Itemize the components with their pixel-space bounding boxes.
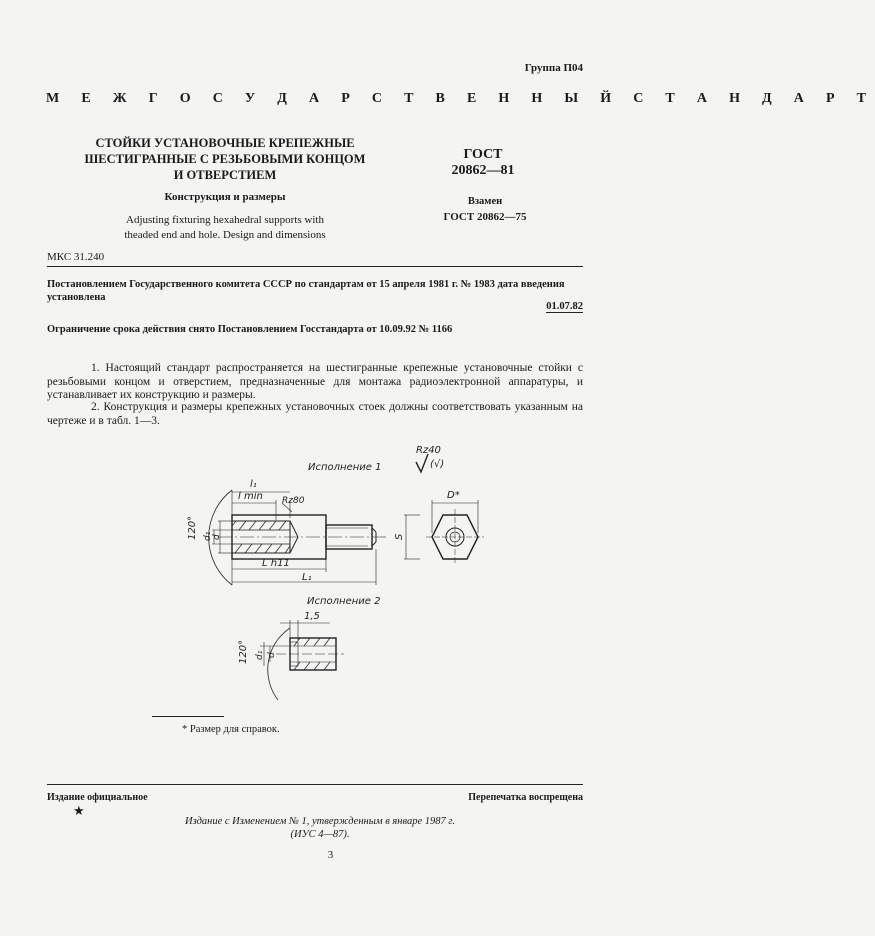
- group-code: Группа П04: [524, 62, 583, 74]
- amendment-note: [120, 815, 520, 841]
- footer-divider: [47, 784, 583, 785]
- version2-label: Исполнение 2: [307, 596, 381, 607]
- footnote: * Размер для справок.: [182, 724, 280, 735]
- edition-label: Издание официальное: [47, 792, 148, 803]
- dim-Dstar: D*: [447, 490, 460, 501]
- paragraph-1: 1. Настоящий стандарт распространяется на шестигранные крепежные установочные стойки с резьбовыми концом и отверстием, предназначенные для монтажа радиоэлектронной аппаратуры, и устанавливает их конструкцию и размеры.: [47, 362, 583, 401]
- dim-1-5: 1,5: [304, 611, 320, 622]
- replaces-label: Взамен: [467, 196, 503, 207]
- dim-L1: L₁: [302, 572, 312, 583]
- title-line-2: ШЕСТИГРАННЫЕ С РЕЗЬБОВЫМИ КОНЦОМ: [84, 152, 366, 166]
- dim-l1: l₁: [250, 479, 257, 490]
- dim-S: S: [394, 533, 405, 540]
- gost-label: ГОСТ: [463, 147, 503, 162]
- roughness-check-icon: [416, 454, 428, 472]
- dim-d1-2: d₁: [255, 650, 265, 660]
- dim-lmin: l min: [238, 491, 263, 502]
- star-icon: ★: [73, 803, 85, 818]
- angle-label: 120°: [187, 515, 198, 540]
- intro-date: 01.07.82: [546, 301, 583, 312]
- version1-label: Исполнение 1: [308, 462, 382, 473]
- reprint-notice: Перепечатка воспрещена: [468, 792, 583, 803]
- mks-code: МКС 31.240: [47, 251, 105, 263]
- amendment-line-2: (ИУС 4—87).: [290, 829, 350, 840]
- dim-d: d: [212, 534, 222, 540]
- amendment-line-1: Издание с Изменением № 1, утвержденным в январе 1987 г.: [185, 816, 455, 827]
- roughness-paren: (√): [430, 459, 445, 470]
- english-title-line-2: theaded end and hole. Design and dimensions: [124, 229, 326, 241]
- footnote-divider: [152, 716, 224, 717]
- limit-removed-text: Ограничение срока действия снято Постановлением Госстандарта от 10.09.92 № 1166: [47, 324, 453, 335]
- interstate-standard-heading: М Е Ж Г О С У Д А Р С Т В Е Н Н Ы Й С Т А Н Д А Р Т: [46, 91, 875, 106]
- rz80-label: Rz80: [282, 496, 305, 506]
- dim-Lh11: L h11: [262, 558, 290, 569]
- document-subtitle: Конструкция и размеры: [164, 191, 286, 203]
- dim-d-2: d: [267, 652, 277, 658]
- replaces-standard: ГОСТ 20862—75: [443, 211, 527, 223]
- gost-number: 20862—81: [451, 163, 515, 178]
- page-number: 3: [327, 849, 334, 861]
- roughness-label: Rz40: [416, 445, 441, 456]
- title-line-1: СТОЙКИ УСТАНОВОЧНЫЕ КРЕПЕЖНЫЕ: [95, 136, 355, 150]
- angle-label-2: 120°: [238, 639, 249, 664]
- title-line-3: И ОТВЕРСТИЕМ: [173, 168, 277, 182]
- english-title-line-1: Adjusting fixturing hexahedral supports with: [126, 214, 324, 226]
- decree-text: Постановлением Государственного комитета СССР по стандартам от 15 апреля 1981 г. № 1983 дата введения установлена: [47, 279, 565, 303]
- paragraph-2: 2. Конструкция и размеры крепежных установочных стоек должны соответствовать указанным на чертеже и в табл. 1—3.: [47, 401, 583, 427]
- dim-d1: d₁: [203, 531, 213, 541]
